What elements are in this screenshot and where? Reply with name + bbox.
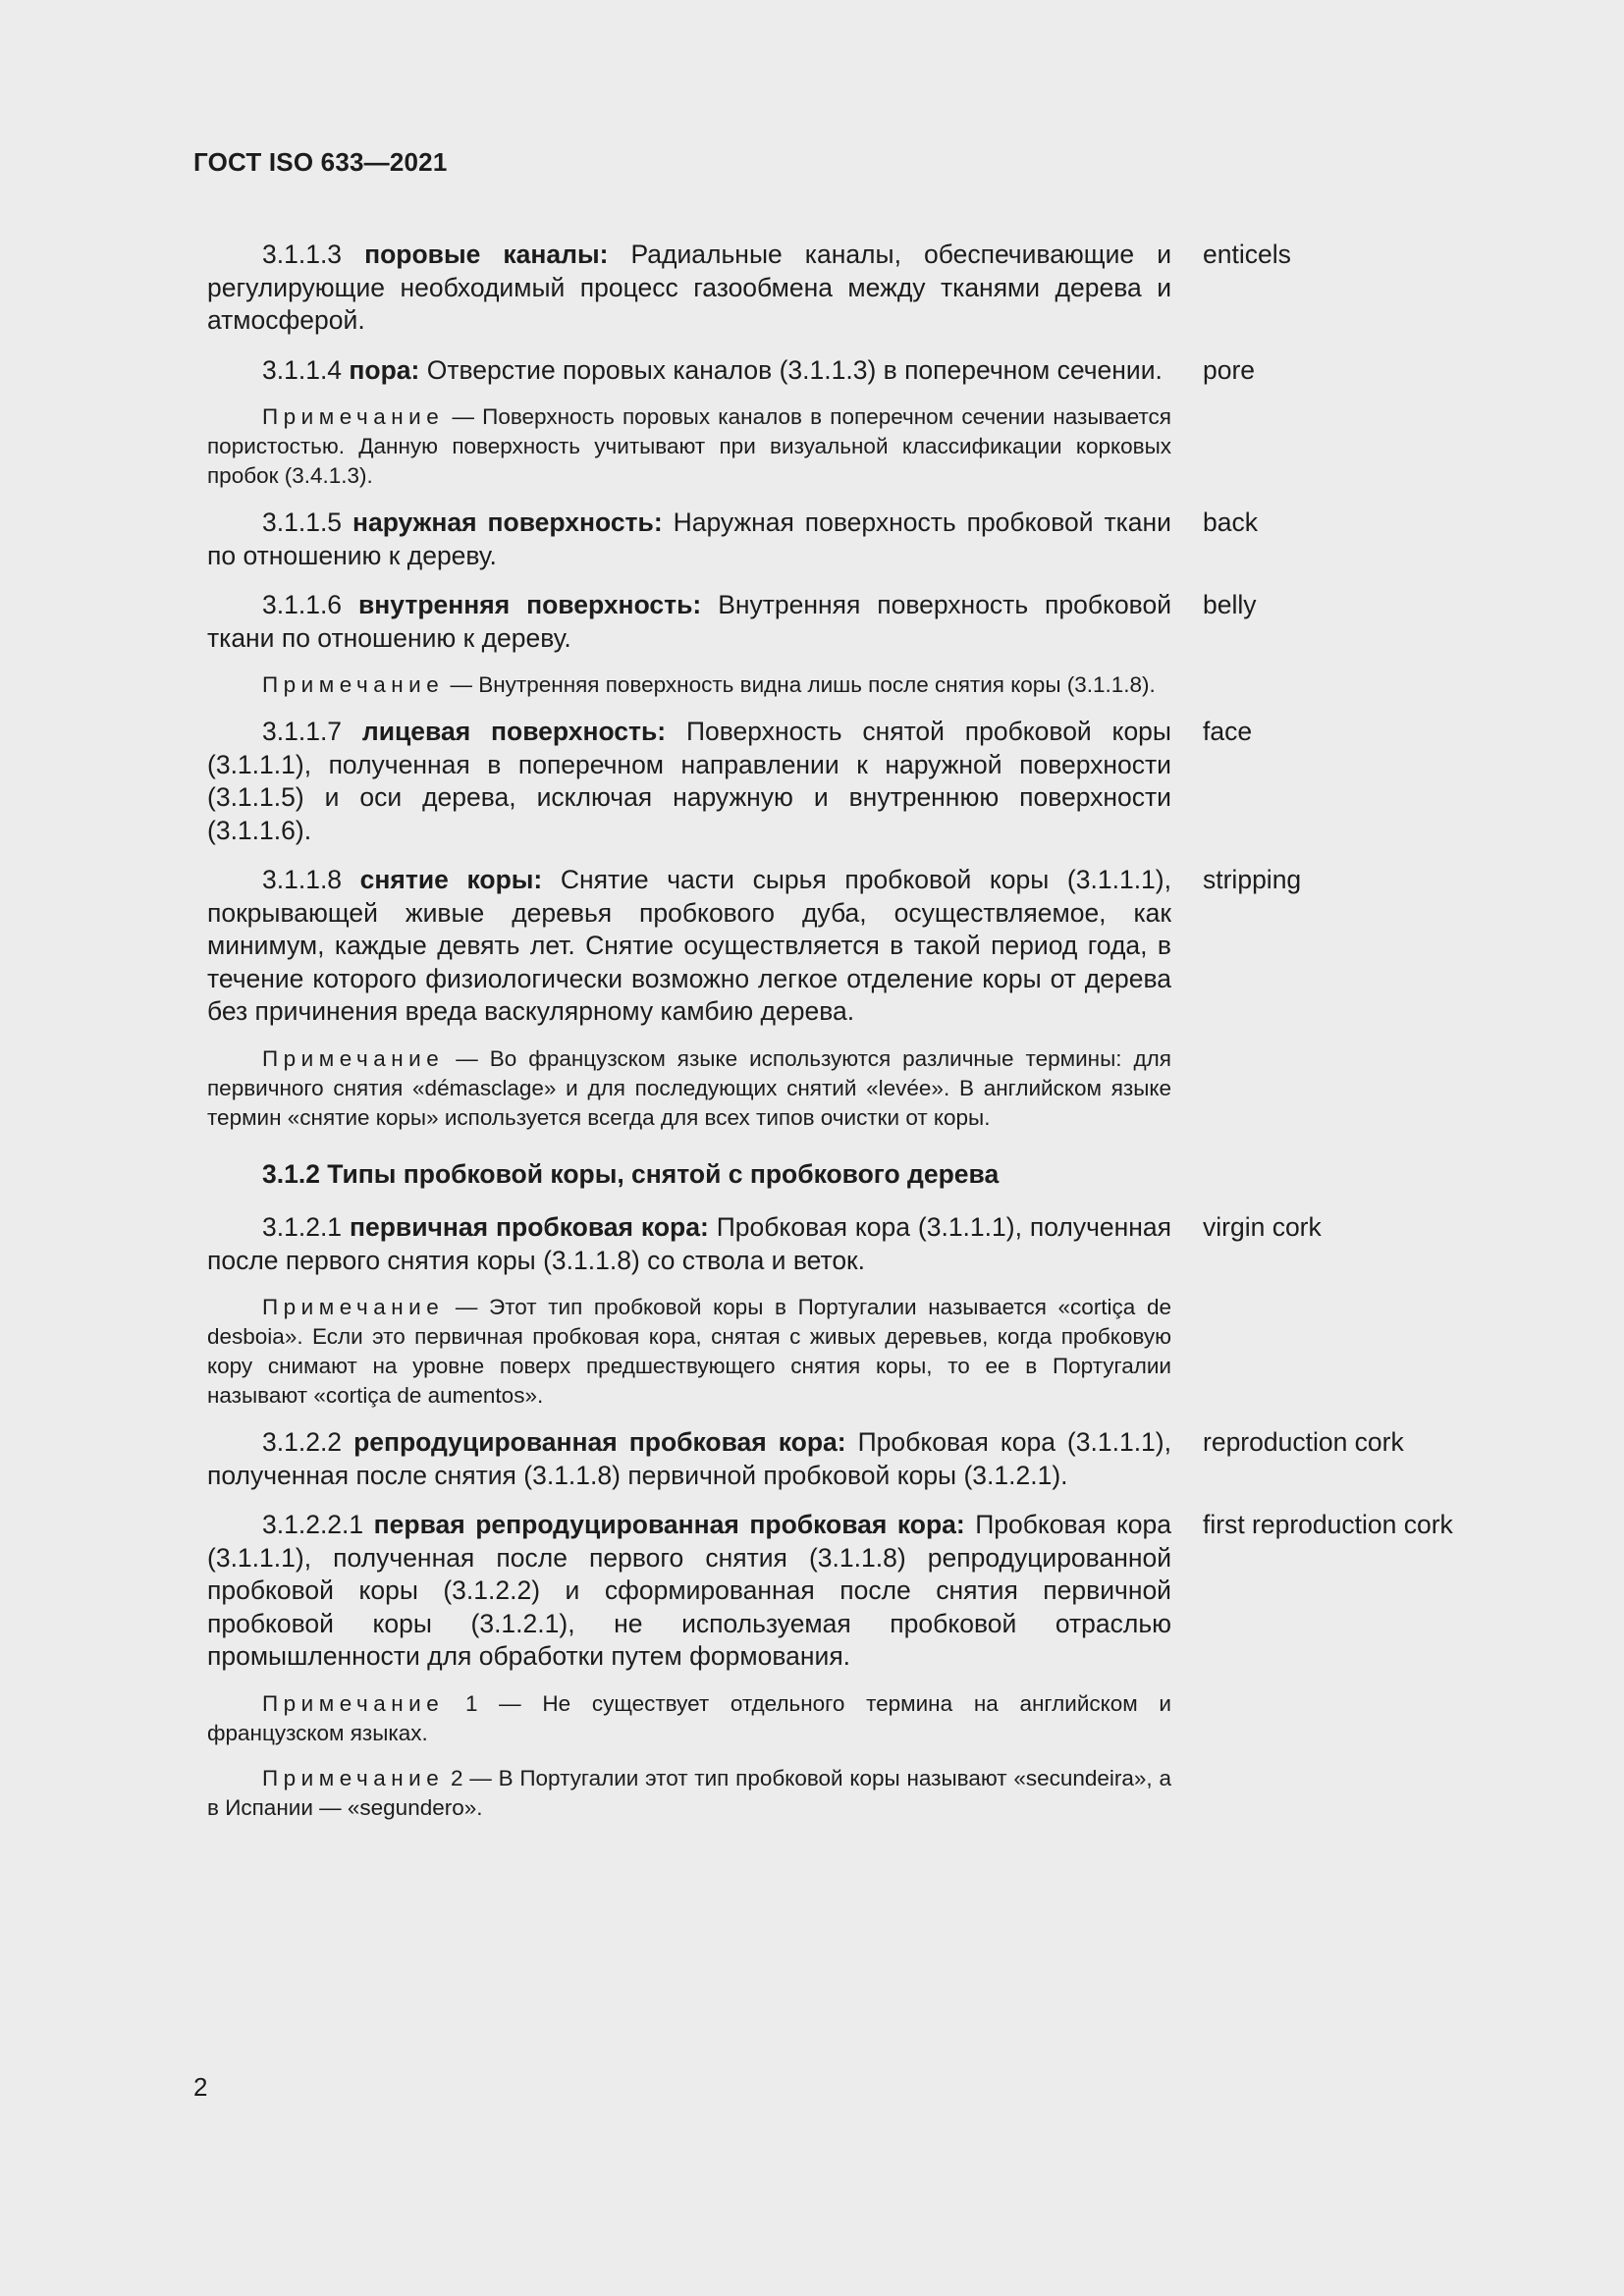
term-number: 3.1.1.3 xyxy=(262,240,343,269)
note-text: — Во французском языке используются различные термины: для первичного снятия «démasclage» и для последующих снятий «levée». В английском языке термин «снятие коры» используется всегда для всех типов очистки от коры. xyxy=(207,1045,1171,1130)
term-name: поровые каналы: xyxy=(364,240,609,269)
term-entry xyxy=(207,507,1474,572)
note-label: Примечание xyxy=(262,1045,445,1071)
term-text: Пробковая кора (3.1.1.1), полученная после снятия (3.1.1.8) первичной пробковой коры (3.1.2.1). xyxy=(207,1427,1171,1490)
term-definition xyxy=(207,589,1171,655)
english-term: belly xyxy=(1203,590,1257,619)
term-name: наружная поверхность: xyxy=(352,507,663,537)
page-number: 2 xyxy=(193,2072,208,2102)
term-name: пора: xyxy=(349,354,420,385)
term-number: 3.1.1.6 xyxy=(262,590,343,619)
term-entry xyxy=(207,354,1474,388)
term-number: 3.1.2.2.1 xyxy=(262,1510,364,1539)
note-label: Примечание xyxy=(262,672,445,697)
term-name: лицевая поверхность: xyxy=(361,717,667,746)
note xyxy=(207,670,1171,700)
document-header: ГОСТ ISO 633—2021 xyxy=(193,147,448,177)
term-text: Радиальные каналы, обеспечивающие и регулирующие необходимый процесс газообмена между тканями дерева и атмосферой. xyxy=(207,240,1171,335)
term-number: 3.1.1.5 xyxy=(262,507,343,537)
note-text: 2 — В Португалии этот тип пробковой коры называют «secundeira», а в Испании — «segundero». xyxy=(207,1765,1171,1820)
note-label: Примечание xyxy=(262,1295,445,1319)
note xyxy=(207,402,1171,491)
term-number: 3.1.1.4 xyxy=(262,354,343,385)
term-definition xyxy=(207,1509,1171,1674)
term-definition xyxy=(207,716,1171,847)
note-text: 1 — Не существует отдельного термина на английском и французском языках. xyxy=(207,1690,1171,1745)
note xyxy=(207,1689,1171,1748)
english-term: pore xyxy=(1203,354,1256,385)
term-number: 3.1.2.2 xyxy=(262,1427,343,1457)
term-name: первичная пробковая кора: xyxy=(349,1212,709,1242)
english-term: virgin cork xyxy=(1203,1212,1322,1242)
term-entry xyxy=(207,1509,1474,1674)
term-entry xyxy=(207,1426,1474,1492)
term-definition xyxy=(207,507,1171,572)
english-term: face xyxy=(1203,717,1253,746)
note-label: Примечание xyxy=(262,1765,445,1790)
note xyxy=(207,1764,1171,1823)
term-number: 3.1.2.1 xyxy=(262,1212,343,1242)
english-term: stripping xyxy=(1203,865,1302,894)
term-entry xyxy=(207,239,1474,338)
term-entry xyxy=(207,864,1474,1029)
term-text: Поверхность снятой пробковой коры (3.1.1.1), полученная в поперечном направлении к наружной поверхности (3.1.1.5) и оси дерева, исключая наружную и внутреннюю поверхности (3.1.1.6). xyxy=(207,717,1171,845)
note-text: — Внутренняя поверхность видна лишь после снятия коры (3.1.1.8). xyxy=(450,672,1156,697)
english-term: reproduction cork xyxy=(1203,1427,1404,1457)
note-text: — Этот тип пробковой коры в Португалии называется «cortiça de desboia». Если это первичная пробковая кора, снятая с живых деревьев, когда пробковую кору снимают на уровне поверх предшествующего снятия коры, то ее в Португалии называют «cortiça de aumentos». xyxy=(207,1295,1171,1408)
term-definition xyxy=(207,1211,1171,1277)
term-name: снятие коры: xyxy=(359,865,543,894)
term-text: Пробковая кора (3.1.1.1), полученная после первого снятия (3.1.1.8) репродуцированной пробковой коры (3.1.2.2) и сформированная после снятия первичной пробковой коры (3.1.2.1), не используемая пробковой отраслью промышленности для обработки путем формования. xyxy=(207,1510,1171,1671)
term-text: Внутренняя поверхность пробковой ткани по отношению к дереву. xyxy=(207,590,1172,653)
term-text: Отверстие поровых каналов (3.1.1.3) в поперечном сечении. xyxy=(426,354,1163,385)
term-definition xyxy=(207,864,1171,1029)
term-name: внутренняя поверхность: xyxy=(357,590,702,619)
term-number: 3.1.1.8 xyxy=(262,865,343,894)
term-text: Наружная поверхность пробковой ткани по отношению к дереву. xyxy=(207,507,1171,570)
note xyxy=(207,1293,1171,1411)
term-text: Снятие части сырья пробковой коры (3.1.1.1), покрывающей живые деревья пробкового дуба, осуществляемое, как минимум, каждые девять лет. Снятие осуществляется в такой период года, в течение которого физиологически возможно легкое отделение коры от дерева без причинения вреда васкулярному камбию дерева. xyxy=(207,865,1171,1026)
term-number: 3.1.1.7 xyxy=(262,717,343,746)
note-label: Примечание xyxy=(262,404,445,429)
page-content xyxy=(207,239,1474,1823)
term-text: Пробковая кора (3.1.1.1), полученная после первого снятия коры (3.1.1.8) со ствола и веток. xyxy=(207,1212,1171,1275)
section-subheading: 3.1.2 Типы пробковой коры, снятой с пробкового дерева xyxy=(262,1158,1000,1189)
note-text: — Поверхность поровых каналов в поперечном сечении называется пористостью. Данную поверхность учитывают при визуальной классификации корковых пробок (3.4.1.3). xyxy=(207,404,1171,488)
english-term: back xyxy=(1203,507,1258,537)
term-entry xyxy=(207,716,1474,847)
term-entry xyxy=(207,589,1474,655)
note xyxy=(207,1044,1171,1133)
term-definition xyxy=(207,239,1171,338)
term-definition xyxy=(207,354,1171,388)
english-term: enticels xyxy=(1203,240,1291,269)
term-name: первая репродуцированная пробковая кора: xyxy=(373,1510,965,1539)
term-definition xyxy=(207,1426,1171,1492)
term-entry xyxy=(207,1211,1474,1277)
english-term: first reproduction cork xyxy=(1203,1510,1453,1539)
term-name: репродуцированная пробковая кора: xyxy=(353,1427,846,1457)
note-label: Примечание xyxy=(262,1690,445,1716)
